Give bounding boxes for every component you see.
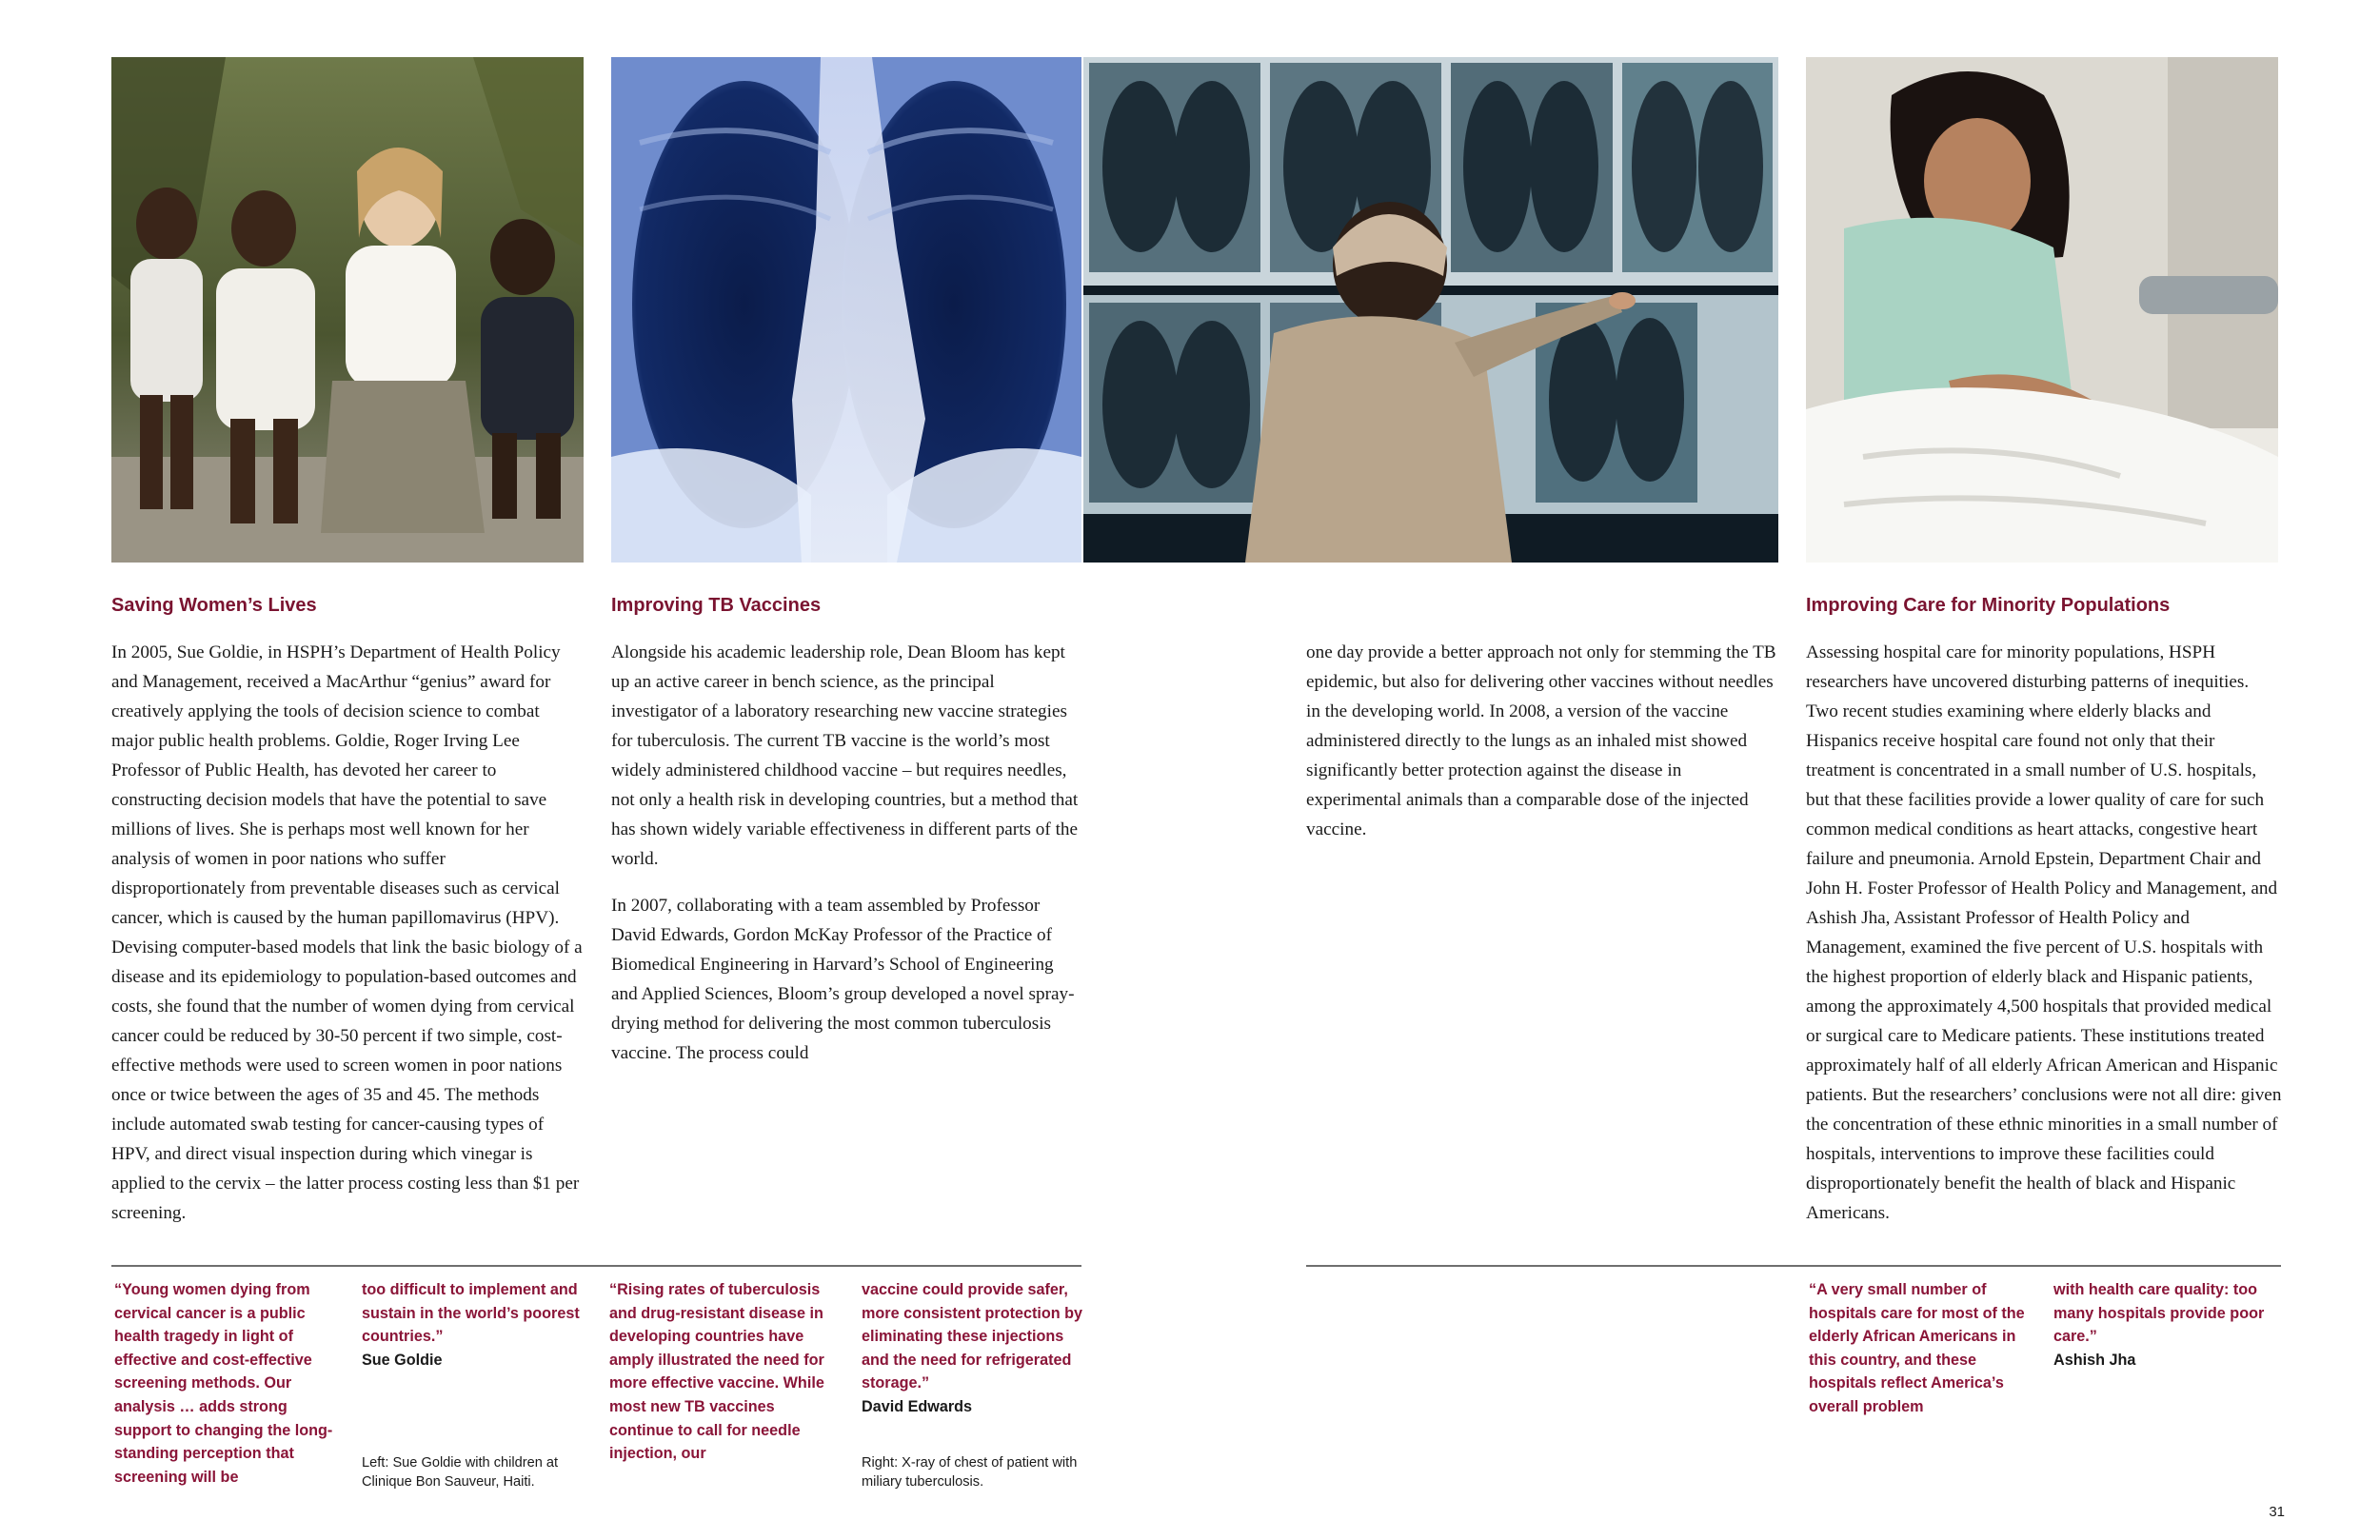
quote-attribution: David Edwards bbox=[862, 1397, 973, 1415]
quote-text: too difficult to implement and sustain in the world’s poorest countries.” bbox=[362, 1281, 580, 1346]
photo-worker-reviewing-xrays bbox=[1083, 57, 1778, 563]
pull-quote-edwards-part2 bbox=[862, 1278, 1090, 1419]
photo-chest-xray bbox=[611, 57, 1081, 563]
heading-improving-tb-vaccines: Improving TB Vaccines bbox=[611, 595, 822, 616]
heading-improving-care-minority: Improving Care for Minority Populations bbox=[1806, 595, 2171, 616]
quote-attribution: Sue Goldie bbox=[362, 1351, 443, 1369]
paragraph: In 2007, collaborating with a team assembled by Professor David Edwards, Gordon McKay Professor of the Practice of Biomedical Engineering in Harvard’s School of Engineering and Applied Sciences, Bloom’s group developed a novel spray-drying method for delivering the most common tuberculosis vaccine. The process could bbox=[611, 896, 1075, 1063]
pull-quote-jha-part1: “A very small number of hospitals care for most of the elderly African Americans in this country, and these hospitals reflect America’s overall problem bbox=[1809, 1281, 2025, 1415]
pull-quote-goldie-part1: “Young women dying from cervical cancer is a public health tragedy in light of effective and cost-effective screening methods. Our analysis … adds strong support to changing the long-standing perception that screening will be bbox=[114, 1281, 333, 1486]
body-column-tb-continued bbox=[1306, 638, 1778, 861]
caption-left-photo: Left: Sue Goldie with children at Clinique Bon Sauveur, Haiti. bbox=[362, 1455, 559, 1490]
pull-quote-jha-part2 bbox=[2053, 1278, 2287, 1372]
photo-sue-goldie-with-children bbox=[111, 57, 584, 563]
body-column-tb bbox=[611, 638, 1083, 1085]
photo-hospital-patient bbox=[1806, 57, 2278, 563]
heading-saving-womens-lives: Saving Women’s Lives bbox=[111, 595, 317, 616]
paragraph: Alongside his academic leadership role, Dean Bloom has kept up an active career in bench science, as the principal investigator of a laboratory researching new vaccine strategies for tuberculosis. The current TB vaccine is the world’s most widely administered childhood vaccine – but requires needles, not only a health risk in developing countries, but a method that has shown widely variable effectiveness in different parts of the world. bbox=[611, 642, 1079, 869]
page-number: 31 bbox=[2269, 1504, 2285, 1520]
paragraph: In 2005, Sue Goldie, in HSPH’s Department of Health Policy and Management, received a MacArthur “genius” award for creatively applying the tools of decision science to combat major public health problems. Goldie, Roger Irving Lee Professor of Public Health, has devoted her career to constructing decision models that have the potential to save millions of lives. She is perhaps most well known for her analysis of women in poor nations who suffer disproportionately from preventable diseases such as cervical cancer, which is caused by the human papillomavirus (HPV). Devising computer-based models that link the basic biology of a disease and its epidemiology to population-based outcomes and costs, she found that the number of women dying from cervical cancer could be reduced by 30-50 percent if two simple, cost-effective methods were used to screen women in poor nations once or twice between the ages of 35 and 45. The methods include automated swab testing for cancer-causing types of HPV, and direct visual inspection during which vinegar is applied to the cervix – the latter process costing less than $1 per screening. bbox=[111, 642, 583, 1223]
caption-right-photo: Right: X-ray of chest of patient with miliary tuberculosis. bbox=[862, 1455, 1078, 1490]
pull-quote-goldie-part2 bbox=[362, 1278, 581, 1372]
quote-text: with health care quality: too many hospitals provide poor care.” bbox=[2053, 1281, 2265, 1346]
quote-attribution: Ashish Jha bbox=[2053, 1351, 2136, 1369]
body-column-minority bbox=[1806, 638, 2282, 1245]
divider-rule-left bbox=[111, 1265, 1081, 1267]
quote-text: vaccine could provide safer, more consistent protection by eliminating these injections and the need for refrigerated storage.” bbox=[862, 1281, 1083, 1392]
body-column-women bbox=[111, 638, 584, 1245]
divider-rule-right bbox=[1306, 1265, 2281, 1267]
paragraph: Assessing hospital care for minority populations, HSPH researchers have uncovered disturbing patterns of inequities. Two recent studies examining where elderly blacks and Hispanics receive hospital care found not only that their treatment is concentrated in a small number of U.S. hospitals, but that these facilities provide a lower quality of care for such common medical conditions as heart attacks, congestive heart failure and pneumonia. Arnold Epstein, Department Chair and John H. Foster Professor of Health Policy and Management, and Ashish Jha, Assistant Professor of Health Policy and Management, examined the five percent of U.S. hospitals with the highest proportion of elderly black and Hispanic patients, among the approximately 4,500 hospitals that provided medical or surgical care to Medicare patients. These institutions treated approximately half of all elderly African American and Hispanic patients. But the researchers’ conclusions were not all dire: given the concentration of these ethnic minorities in a small number of hospitals, interventions to improve these facilities could disproportionately benefit the health of black and Hispanic Americans. bbox=[1806, 642, 2282, 1223]
pull-quote-edwards-part1: “Rising rates of tuberculosis and drug-resistant disease in developing countries have amply illustrated the need for more effective vaccine. While most new TB vaccines continue to call for needle injection, our bbox=[609, 1281, 824, 1463]
paragraph: one day provide a better approach not only for stemming the TB epidemic, but also for delivering other vaccines without needles in the developing world. In 2008, a version of the vaccine administered directly to the lungs as an inhaled mist showed significantly better protection against the disease in experimental animals than a comparable dose of the injected vaccine. bbox=[1306, 642, 1776, 839]
